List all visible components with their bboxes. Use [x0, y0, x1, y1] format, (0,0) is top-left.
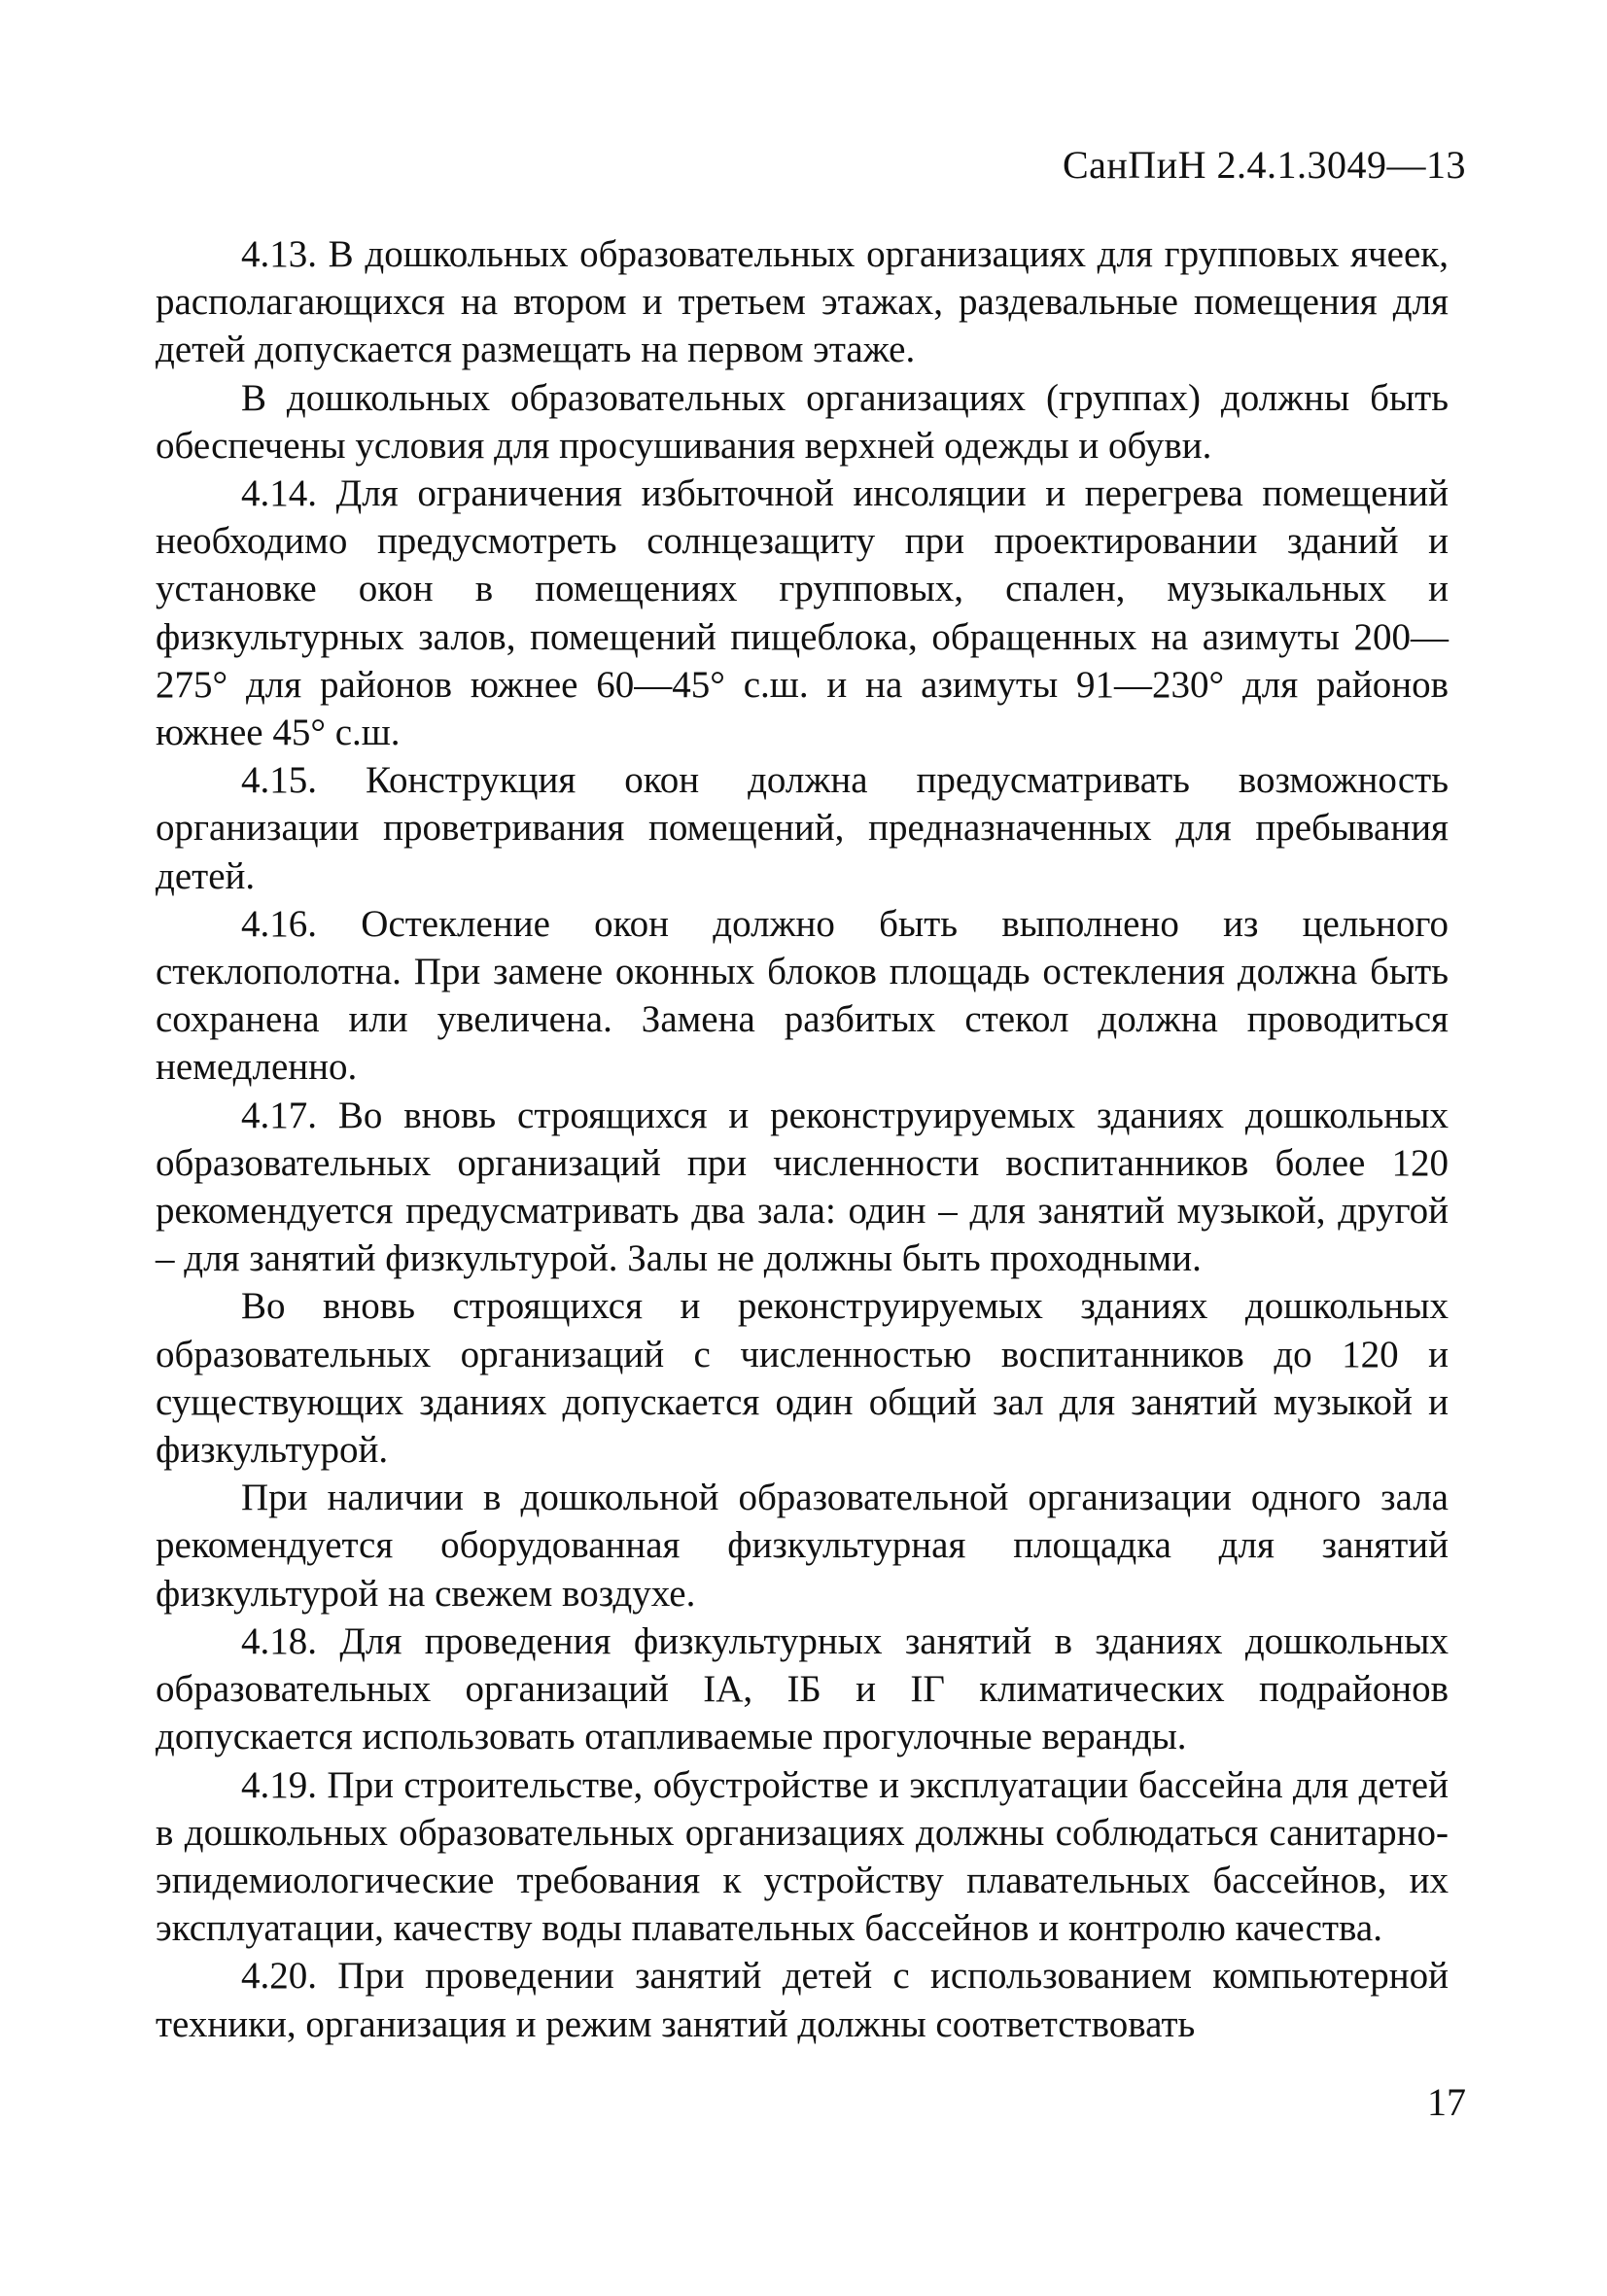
paragraph-4-14: 4.14. Для ограничения избыточной инсоляции и перегрева помещений необходимо предусмотреть солнцезащиту при проектировании зданий и установке окон в помещениях групповых, спален, музыкальных и физкультурных залов, помещений пищеблока, обращенных на азимуты 200—275° для районов южнее 60—45° с.ш. и на азимуты 91—230° для районов южнее 45° с.ш. [156, 472, 1449, 754]
paragraph-4-13-continued: В дошкольных образовательных организациях (группах) должны быть обеспечены условия для просушивания верхней одежды и обуви. [156, 376, 1449, 467]
document-body [156, 230, 1449, 2048]
paragraph-4-19: 4.19. При строительстве, обустройстве и эксплуатации бассейна для детей в дошкольных образовательных организациях должны соблюдаться санитарно-эпидемиологические требования к устройству плавательных бассейнов, их эксплуатации, качеству воды плавательных бассейнов и контролю качества. [156, 1763, 1449, 1950]
paragraph-4-13: 4.13. В дошкольных образовательных организациях для групповых ячеек, располагающихся на втором и третьем этажах, раздевальные помещения для детей допускается размещать на первом этаже. [156, 233, 1449, 371]
paragraph-4-18: 4.18. Для проведения физкультурных занятий в зданиях дошкольных образовательных организаций IA, IБ и IГ климатических подрайонов допускается использовать отапливаемые прогулочные веранды. [156, 1619, 1449, 1758]
paragraph-4-20: 4.20. При проведении занятий детей с использованием компьютерной техники, организация и режим занятий должны соответствовать [156, 1955, 1449, 2045]
running-header: СанПиН 2.4.1.3049—13 [1062, 143, 1466, 187]
paragraph-4-17-continued-2: При наличии в дошкольной образовательной организации одного зала рекомендуется оборудованная физкультурная площадка для занятий физкультурой на свежем воздухе. [156, 1477, 1449, 1615]
paragraph-4-16: 4.16. Остекление окон должно быть выполнено из цельного стеклополотна. При замене оконных блоков площадь остекления должна быть сохранена или увеличена. Замена разбитых стекол должна проводиться немедленно. [156, 902, 1449, 1089]
paragraph-4-15: 4.15. Конструкция окон должна предусматривать возможность организации проветривания помещений, предназначенных для пребывания детей. [156, 759, 1449, 897]
paragraph-4-17: 4.17. Во вновь строящихся и реконструируемых зданиях дошкольных образовательных организаций при численности воспитанников более 120 рекомендуется предусматривать два зала: один – для занятий музыкой, другой – для занятий физкультурой. Залы не должны быть проходными. [156, 1094, 1449, 1280]
paragraph-4-17-continued-1: Во вновь строящихся и реконструируемых зданиях дошкольных образовательных организаций с численностью воспитанников до 120 и существующих зданиях допускается один общий зал для занятий музыкой и физкультурой. [156, 1285, 1449, 1472]
page-number: 17 [1427, 2080, 1466, 2124]
